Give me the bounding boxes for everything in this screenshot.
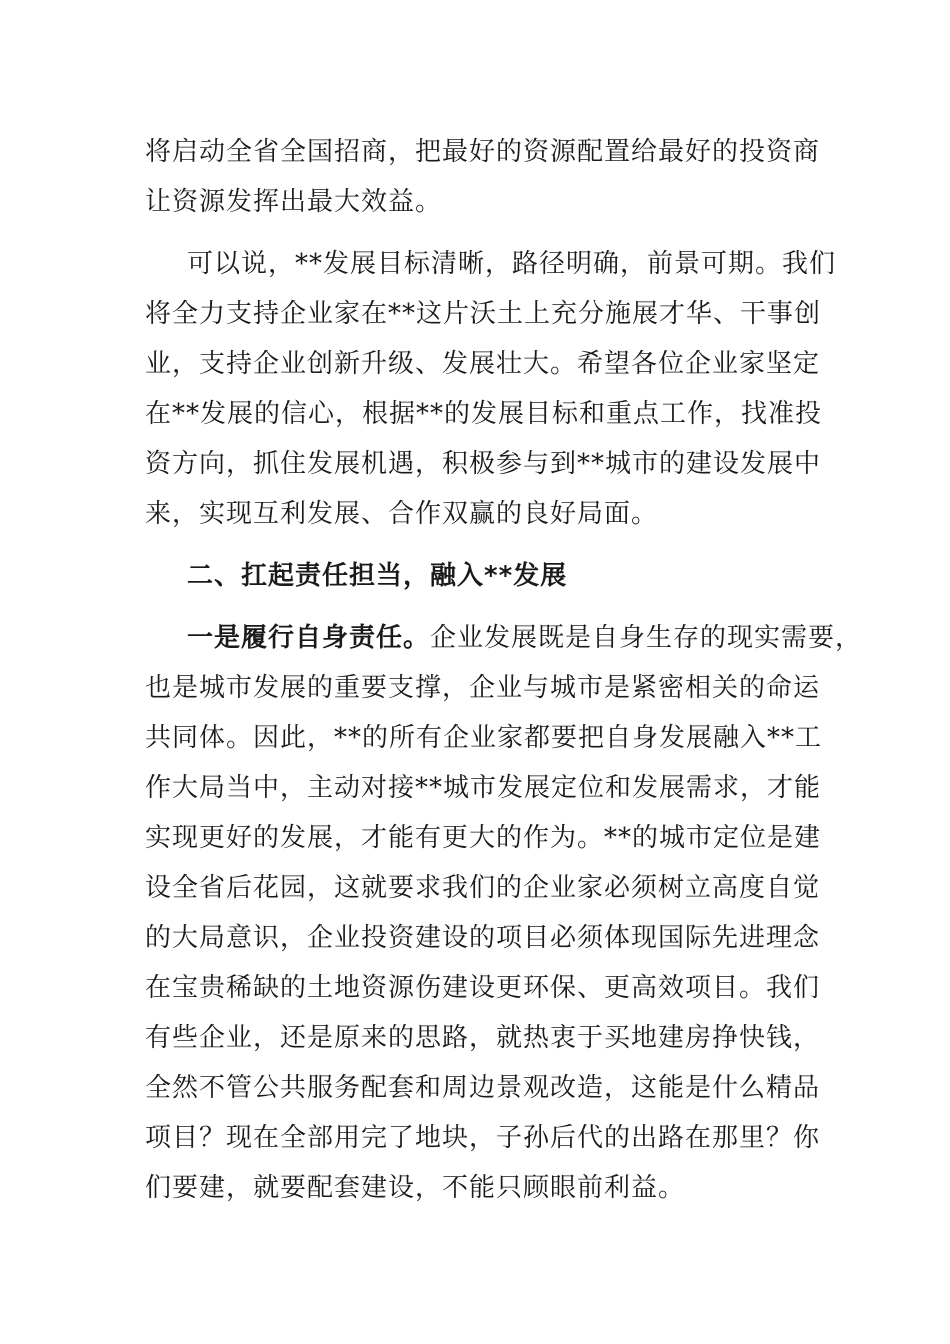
text-line: 可以说，**发展目标清晰，路径明确，前景可期。我们 [187, 249, 837, 279]
text-line: 将启动全省全国招商，把最好的资源配置给最好的投资商 [145, 137, 821, 167]
text-line: 在**发展的信心，根据**的发展目标和重点工作，找准投 [145, 399, 823, 429]
text-line: 让资源发挥出最大效益。 [145, 187, 443, 217]
paragraph-lead-line [187, 618, 863, 658]
text-line: 将全力支持企业家在**这片沃土上充分施展才华、干事创 [145, 299, 822, 329]
text-line: 有些企业，还是原来的思路，就热衷于买地建房挣快钱， [145, 1023, 821, 1053]
bold-lead-text: 一是履行自身责任。 [187, 623, 431, 653]
text-line: 在宝贵稀缺的土地资源伤建设更环保、更高效项目。我们 [145, 973, 821, 1003]
text-line: 共同体。因此，**的所有企业家都要把自身发展融入**工 [145, 723, 823, 753]
text-line: 全然不管公共服务配套和周边景观改造，这能是什么精品 [145, 1073, 821, 1103]
text-line: 来，实现互利发展、合作双赢的良好局面。 [145, 499, 659, 529]
text-line: 作大局当中，主动对接**城市发展定位和发展需求，才能 [145, 773, 822, 803]
text-line: 项目？现在全部用完了地块，子孙后代的出路在那里？你 [145, 1123, 821, 1153]
text-line: 设全省后花园，这就要求我们的企业家必须树立高度自觉 [145, 873, 821, 903]
text-line: 们要建，就要配套建设，不能只顾眼前利益。 [145, 1173, 686, 1203]
text-line: 业，支持企业创新升级、发展壮大。希望各位企业家坚定 [145, 349, 821, 379]
text-line: 资方向，抓住发展机遇，积极参与到**城市的建设发展中 [145, 449, 822, 479]
text-line: 实现更好的发展，才能有更大的作为。**的城市定位是建 [145, 823, 822, 853]
section-heading: 二、扛起责任担当，融入**发展 [187, 561, 568, 591]
text-line: 的大局意识，企业投资建设的项目必须体现国际先进理念 [145, 923, 821, 953]
text-line: 也是城市发展的重要支撑，企业与城市是紧密相关的命运 [145, 673, 821, 703]
text-line: 企业发展既是自身生存的现实需要， [430, 623, 863, 653]
